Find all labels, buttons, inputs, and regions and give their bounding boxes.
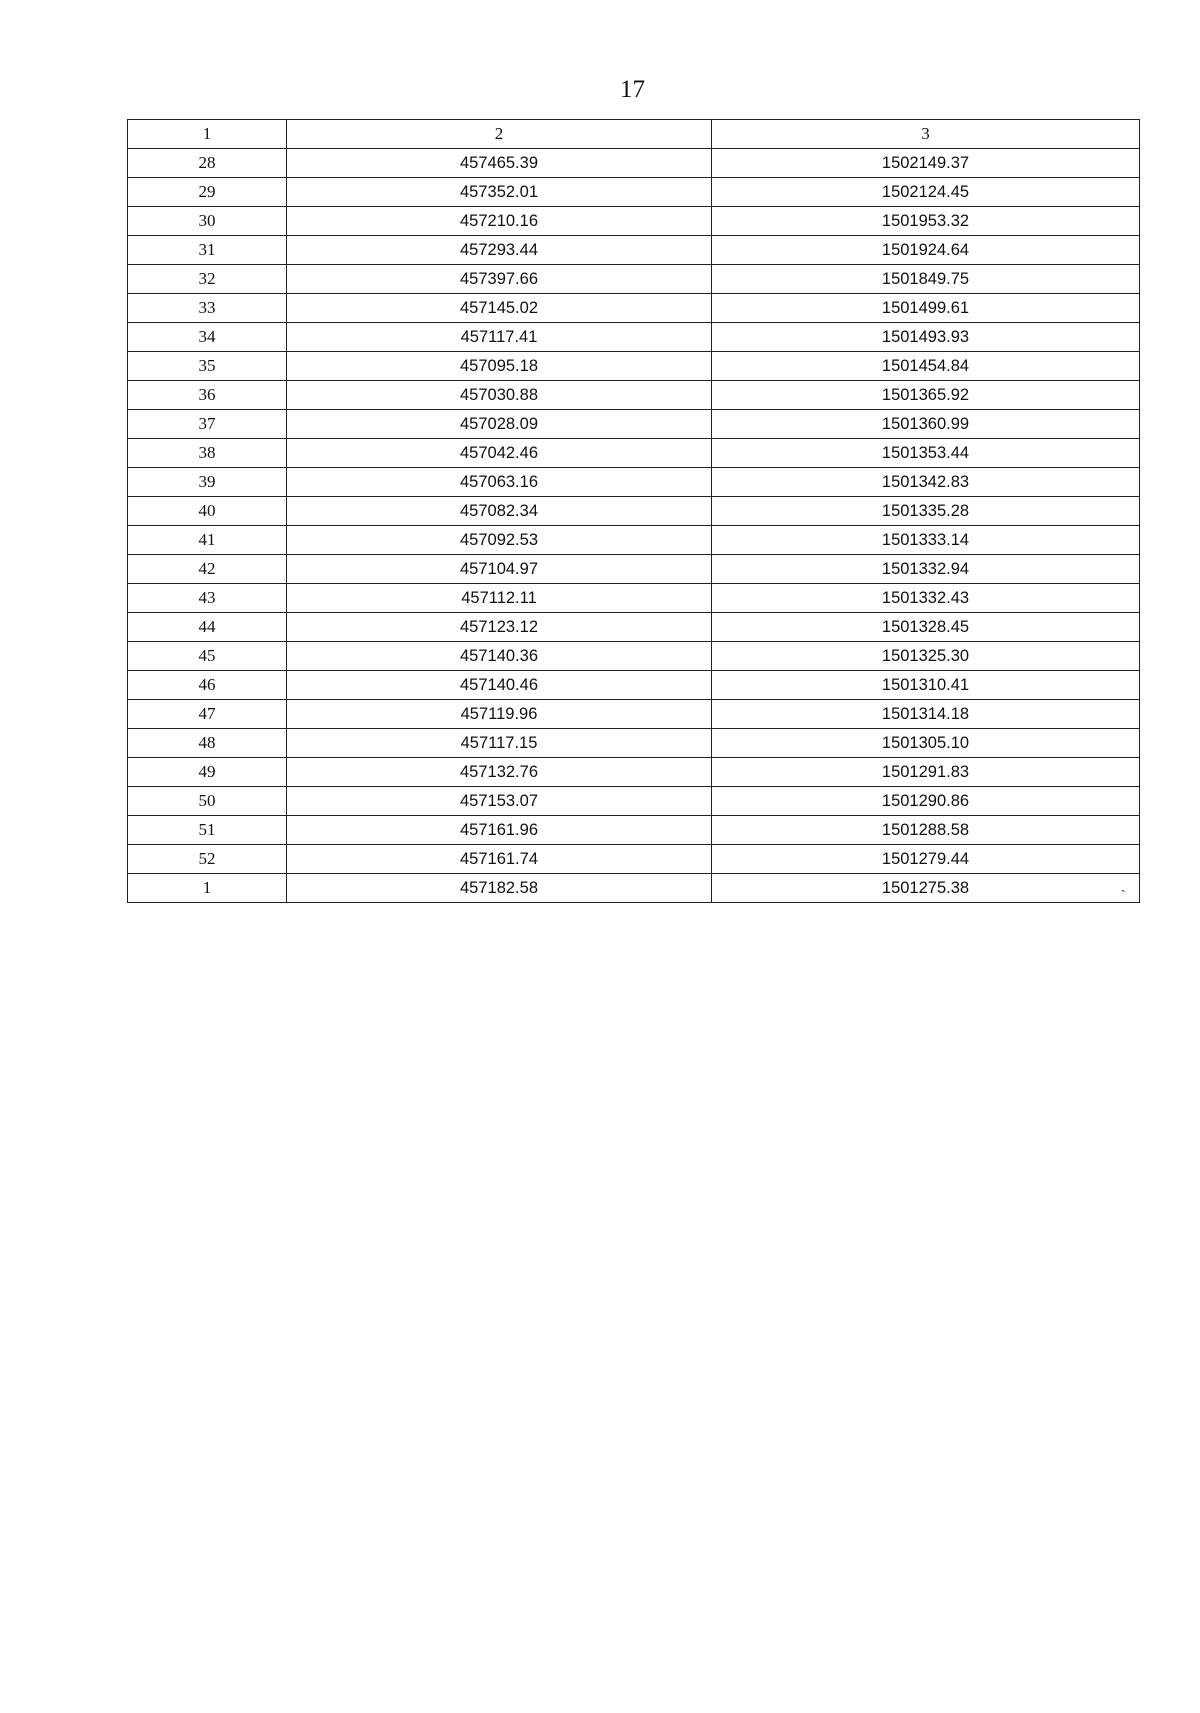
- point-number-cell: 37: [128, 410, 287, 439]
- table-row: [128, 352, 1140, 381]
- x-coordinate-cell: 457112.11: [287, 584, 712, 613]
- table-row: [128, 613, 1140, 642]
- table-row: [128, 816, 1140, 845]
- x-coordinate-cell: 457352.01: [287, 178, 712, 207]
- y-coordinate-cell: 1502149.37: [712, 149, 1140, 178]
- table-header: [128, 120, 1140, 149]
- y-coordinate-cell: 1501328.45: [712, 613, 1140, 642]
- y-coordinate-cell: 1501499.61: [712, 294, 1140, 323]
- x-coordinate-cell: 457465.39: [287, 149, 712, 178]
- x-coordinate-cell: 457397.66: [287, 265, 712, 294]
- table-row: [128, 787, 1140, 816]
- x-coordinate-cell: 457063.16: [287, 468, 712, 497]
- point-number-cell: 47: [128, 700, 287, 729]
- point-number-cell: 43: [128, 584, 287, 613]
- table-row: [128, 758, 1140, 787]
- x-coordinate-cell: 457104.97: [287, 555, 712, 584]
- column-header-1: 1: [128, 120, 287, 149]
- x-coordinate-cell: 457182.58: [287, 874, 712, 903]
- stray-mark: `: [1121, 887, 1126, 903]
- y-coordinate-cell: 1501924.64: [712, 236, 1140, 265]
- y-coordinate-cell: 1501290.86: [712, 787, 1140, 816]
- y-coordinate-cell: 1501342.83: [712, 468, 1140, 497]
- x-coordinate-cell: 457132.76: [287, 758, 712, 787]
- page-number: 17: [620, 76, 645, 103]
- x-coordinate-cell: 457028.09: [287, 410, 712, 439]
- x-coordinate-cell: 457161.74: [287, 845, 712, 874]
- point-number-cell: 41: [128, 526, 287, 555]
- column-header-3: 3: [712, 120, 1140, 149]
- y-coordinate-cell: 1501332.43: [712, 584, 1140, 613]
- y-coordinate-cell: 1501314.18: [712, 700, 1140, 729]
- table-row: [128, 845, 1140, 874]
- point-number-cell: 40: [128, 497, 287, 526]
- x-coordinate-cell: 457030.88: [287, 381, 712, 410]
- point-number-cell: 32: [128, 265, 287, 294]
- table-row: [128, 236, 1140, 265]
- x-coordinate-cell: 457293.44: [287, 236, 712, 265]
- y-coordinate-cell: 1501291.83: [712, 758, 1140, 787]
- table-row: [128, 381, 1140, 410]
- point-number-cell: 34: [128, 323, 287, 352]
- point-number-cell: 38: [128, 439, 287, 468]
- y-coordinate-cell: 1501454.84: [712, 352, 1140, 381]
- y-coordinate-cell: 1501332.94: [712, 555, 1140, 584]
- x-coordinate-cell: 457095.18: [287, 352, 712, 381]
- x-coordinate-cell: 457140.46: [287, 671, 712, 700]
- y-coordinate-cell: 1501333.14: [712, 526, 1140, 555]
- y-coordinate-cell: 1501365.92: [712, 381, 1140, 410]
- y-coordinate-cell: 1501849.75: [712, 265, 1140, 294]
- point-number-cell: 35: [128, 352, 287, 381]
- coordinates-table: [127, 119, 1140, 903]
- point-number-cell: 48: [128, 729, 287, 758]
- x-coordinate-cell: 457117.41: [287, 323, 712, 352]
- x-coordinate-cell: 457161.96: [287, 816, 712, 845]
- table-row: [128, 874, 1140, 903]
- table-row: [128, 642, 1140, 671]
- x-coordinate-cell: 457140.36: [287, 642, 712, 671]
- point-number-cell: 1: [128, 874, 287, 903]
- y-coordinate-cell: 1502124.45: [712, 178, 1140, 207]
- y-coordinate-cell: 1501279.44: [712, 845, 1140, 874]
- table-row: [128, 207, 1140, 236]
- y-coordinate-cell: 1501493.93: [712, 323, 1140, 352]
- point-number-cell: 52: [128, 845, 287, 874]
- table-row: [128, 323, 1140, 352]
- point-number-cell: 31: [128, 236, 287, 265]
- point-number-cell: 44: [128, 613, 287, 642]
- table-row: [128, 526, 1140, 555]
- point-number-cell: 45: [128, 642, 287, 671]
- x-coordinate-cell: 457123.12: [287, 613, 712, 642]
- point-number-cell: 36: [128, 381, 287, 410]
- point-number-cell: 28: [128, 149, 287, 178]
- header-row: [128, 120, 1140, 149]
- x-coordinate-cell: 457092.53: [287, 526, 712, 555]
- point-number-cell: 50: [128, 787, 287, 816]
- point-number-cell: 29: [128, 178, 287, 207]
- y-coordinate-cell: 1501325.30: [712, 642, 1140, 671]
- point-number-cell: 42: [128, 555, 287, 584]
- table-row: [128, 497, 1140, 526]
- point-number-cell: 46: [128, 671, 287, 700]
- table-row: [128, 729, 1140, 758]
- y-coordinate-cell: 1501275.38: [712, 874, 1140, 903]
- x-coordinate-cell: 457153.07: [287, 787, 712, 816]
- y-coordinate-cell: 1501353.44: [712, 439, 1140, 468]
- x-coordinate-cell: 457119.96: [287, 700, 712, 729]
- x-coordinate-cell: 457082.34: [287, 497, 712, 526]
- table-body: [128, 149, 1140, 903]
- table-row: [128, 439, 1140, 468]
- table-row: [128, 410, 1140, 439]
- y-coordinate-cell: 1501360.99: [712, 410, 1140, 439]
- point-number-cell: 39: [128, 468, 287, 497]
- point-number-cell: 51: [128, 816, 287, 845]
- table-row: [128, 178, 1140, 207]
- y-coordinate-cell: 1501310.41: [712, 671, 1140, 700]
- y-coordinate-cell: 1501305.10: [712, 729, 1140, 758]
- point-number-cell: 49: [128, 758, 287, 787]
- table-row: [128, 584, 1140, 613]
- table-row: [128, 671, 1140, 700]
- table-row: [128, 555, 1140, 584]
- point-number-cell: 33: [128, 294, 287, 323]
- y-coordinate-cell: 1501335.28: [712, 497, 1140, 526]
- x-coordinate-cell: 457145.02: [287, 294, 712, 323]
- x-coordinate-cell: 457210.16: [287, 207, 712, 236]
- x-coordinate-cell: 457042.46: [287, 439, 712, 468]
- table-row: [128, 149, 1140, 178]
- y-coordinate-cell: 1501953.32: [712, 207, 1140, 236]
- table-row: [128, 294, 1140, 323]
- point-number-cell: 30: [128, 207, 287, 236]
- table-row: [128, 700, 1140, 729]
- table-row: [128, 468, 1140, 497]
- y-coordinate-cell: 1501288.58: [712, 816, 1140, 845]
- column-header-2: 2: [287, 120, 712, 149]
- table-row: [128, 265, 1140, 294]
- x-coordinate-cell: 457117.15: [287, 729, 712, 758]
